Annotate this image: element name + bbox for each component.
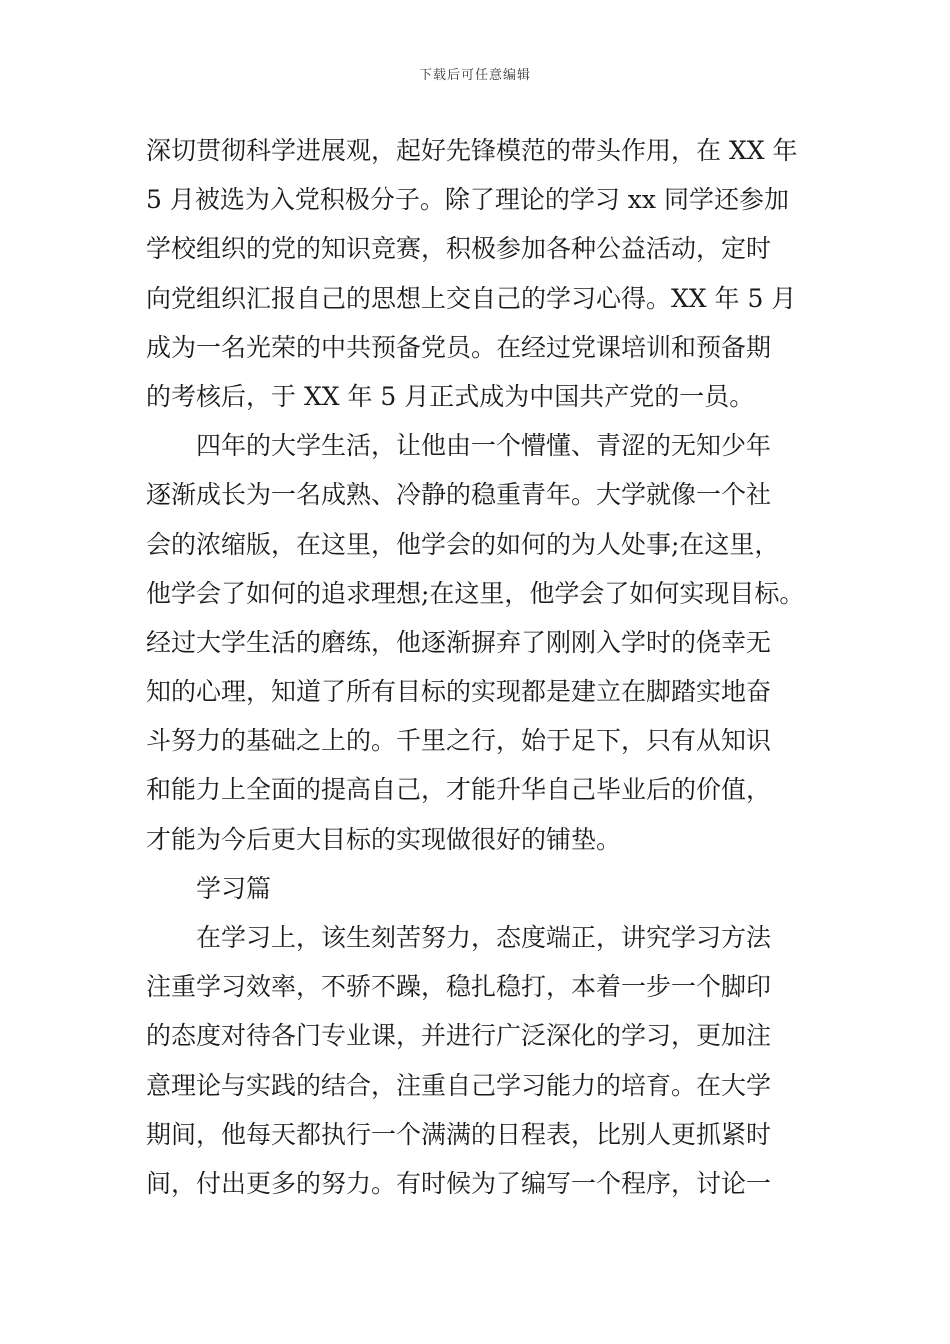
text-line: 成为一名光荣的中共预备党员。在经过党课培训和预备期 — [146, 332, 772, 362]
text-line: 深切贯彻科学进展观，起好先锋模范的带头作用，在 XX 年 — [146, 136, 798, 165]
text-line: 会的浓缩版，在这里，他学会的如何的为人处事;在这里， — [146, 529, 780, 559]
paragraph-start-line: 四年的大学生活，让他由一个懵懂、青涩的无知少年 — [196, 431, 772, 461]
text-line: 和能力上全面的提高自己，才能升华自己毕业后的价值， — [146, 775, 772, 805]
text-line: 的态度对待各门专业课，并进行广泛深化的学习，更加注 — [146, 1021, 772, 1051]
text-line: 经过大学生活的磨练，他逐渐摒弃了刚刚入学时的侥幸无 — [146, 627, 772, 657]
text-line: 的考核后，于 XX 年 5 月正式成为中国共产党的一员。 — [146, 381, 755, 411]
text-line: 间，付出更多的努力。有时候为了编写一个程序，讨论一 — [146, 1168, 772, 1198]
text-line: 知的心理，知道了所有目标的实现都是建立在脚踏实地奋 — [146, 677, 772, 707]
text-line: 才能为今后更大目标的实现做很好的铺垫。 — [146, 824, 622, 854]
text-line: 意理论与实践的结合，注重自己学习能力的培育。在大学 — [146, 1070, 772, 1100]
section-heading: 学习篇 — [196, 873, 272, 903]
text-line: 向党组织汇报自己的思想上交自己的学习心得。XX 年 5 月 — [146, 283, 797, 313]
text-line: 斗努力的基础之上的。千里之行，始于足下，只有从知识 — [146, 726, 772, 756]
text-line: 5 月被选为入党积极分子。除了理论的学习 xx 同学还参加 — [146, 185, 789, 215]
page-header: 下载后可任意编辑 — [418, 68, 531, 83]
text-line: 逐渐成长为一名成熟、冷静的稳重青年。大学就像一个社 — [146, 480, 772, 510]
paragraph-start-line: 在学习上，该生刻苦努力，态度端正，讲究学习方法 — [196, 923, 772, 952]
text-line: 学校组织的党的知识竞赛，积极参加各种公益活动，定时 — [146, 234, 772, 264]
text-line: 注重学习效率，不骄不躁，稳扎稳打，本着一步一个脚印 — [146, 972, 772, 1002]
text-line: 他学会了如何的追求理想;在这里，他学会了如何实现目标。 — [146, 578, 805, 608]
document-body — [146, 126, 810, 1208]
text-line: 期间，他每天都执行一个满满的日程表，比别人更抓紧时 — [146, 1119, 772, 1149]
